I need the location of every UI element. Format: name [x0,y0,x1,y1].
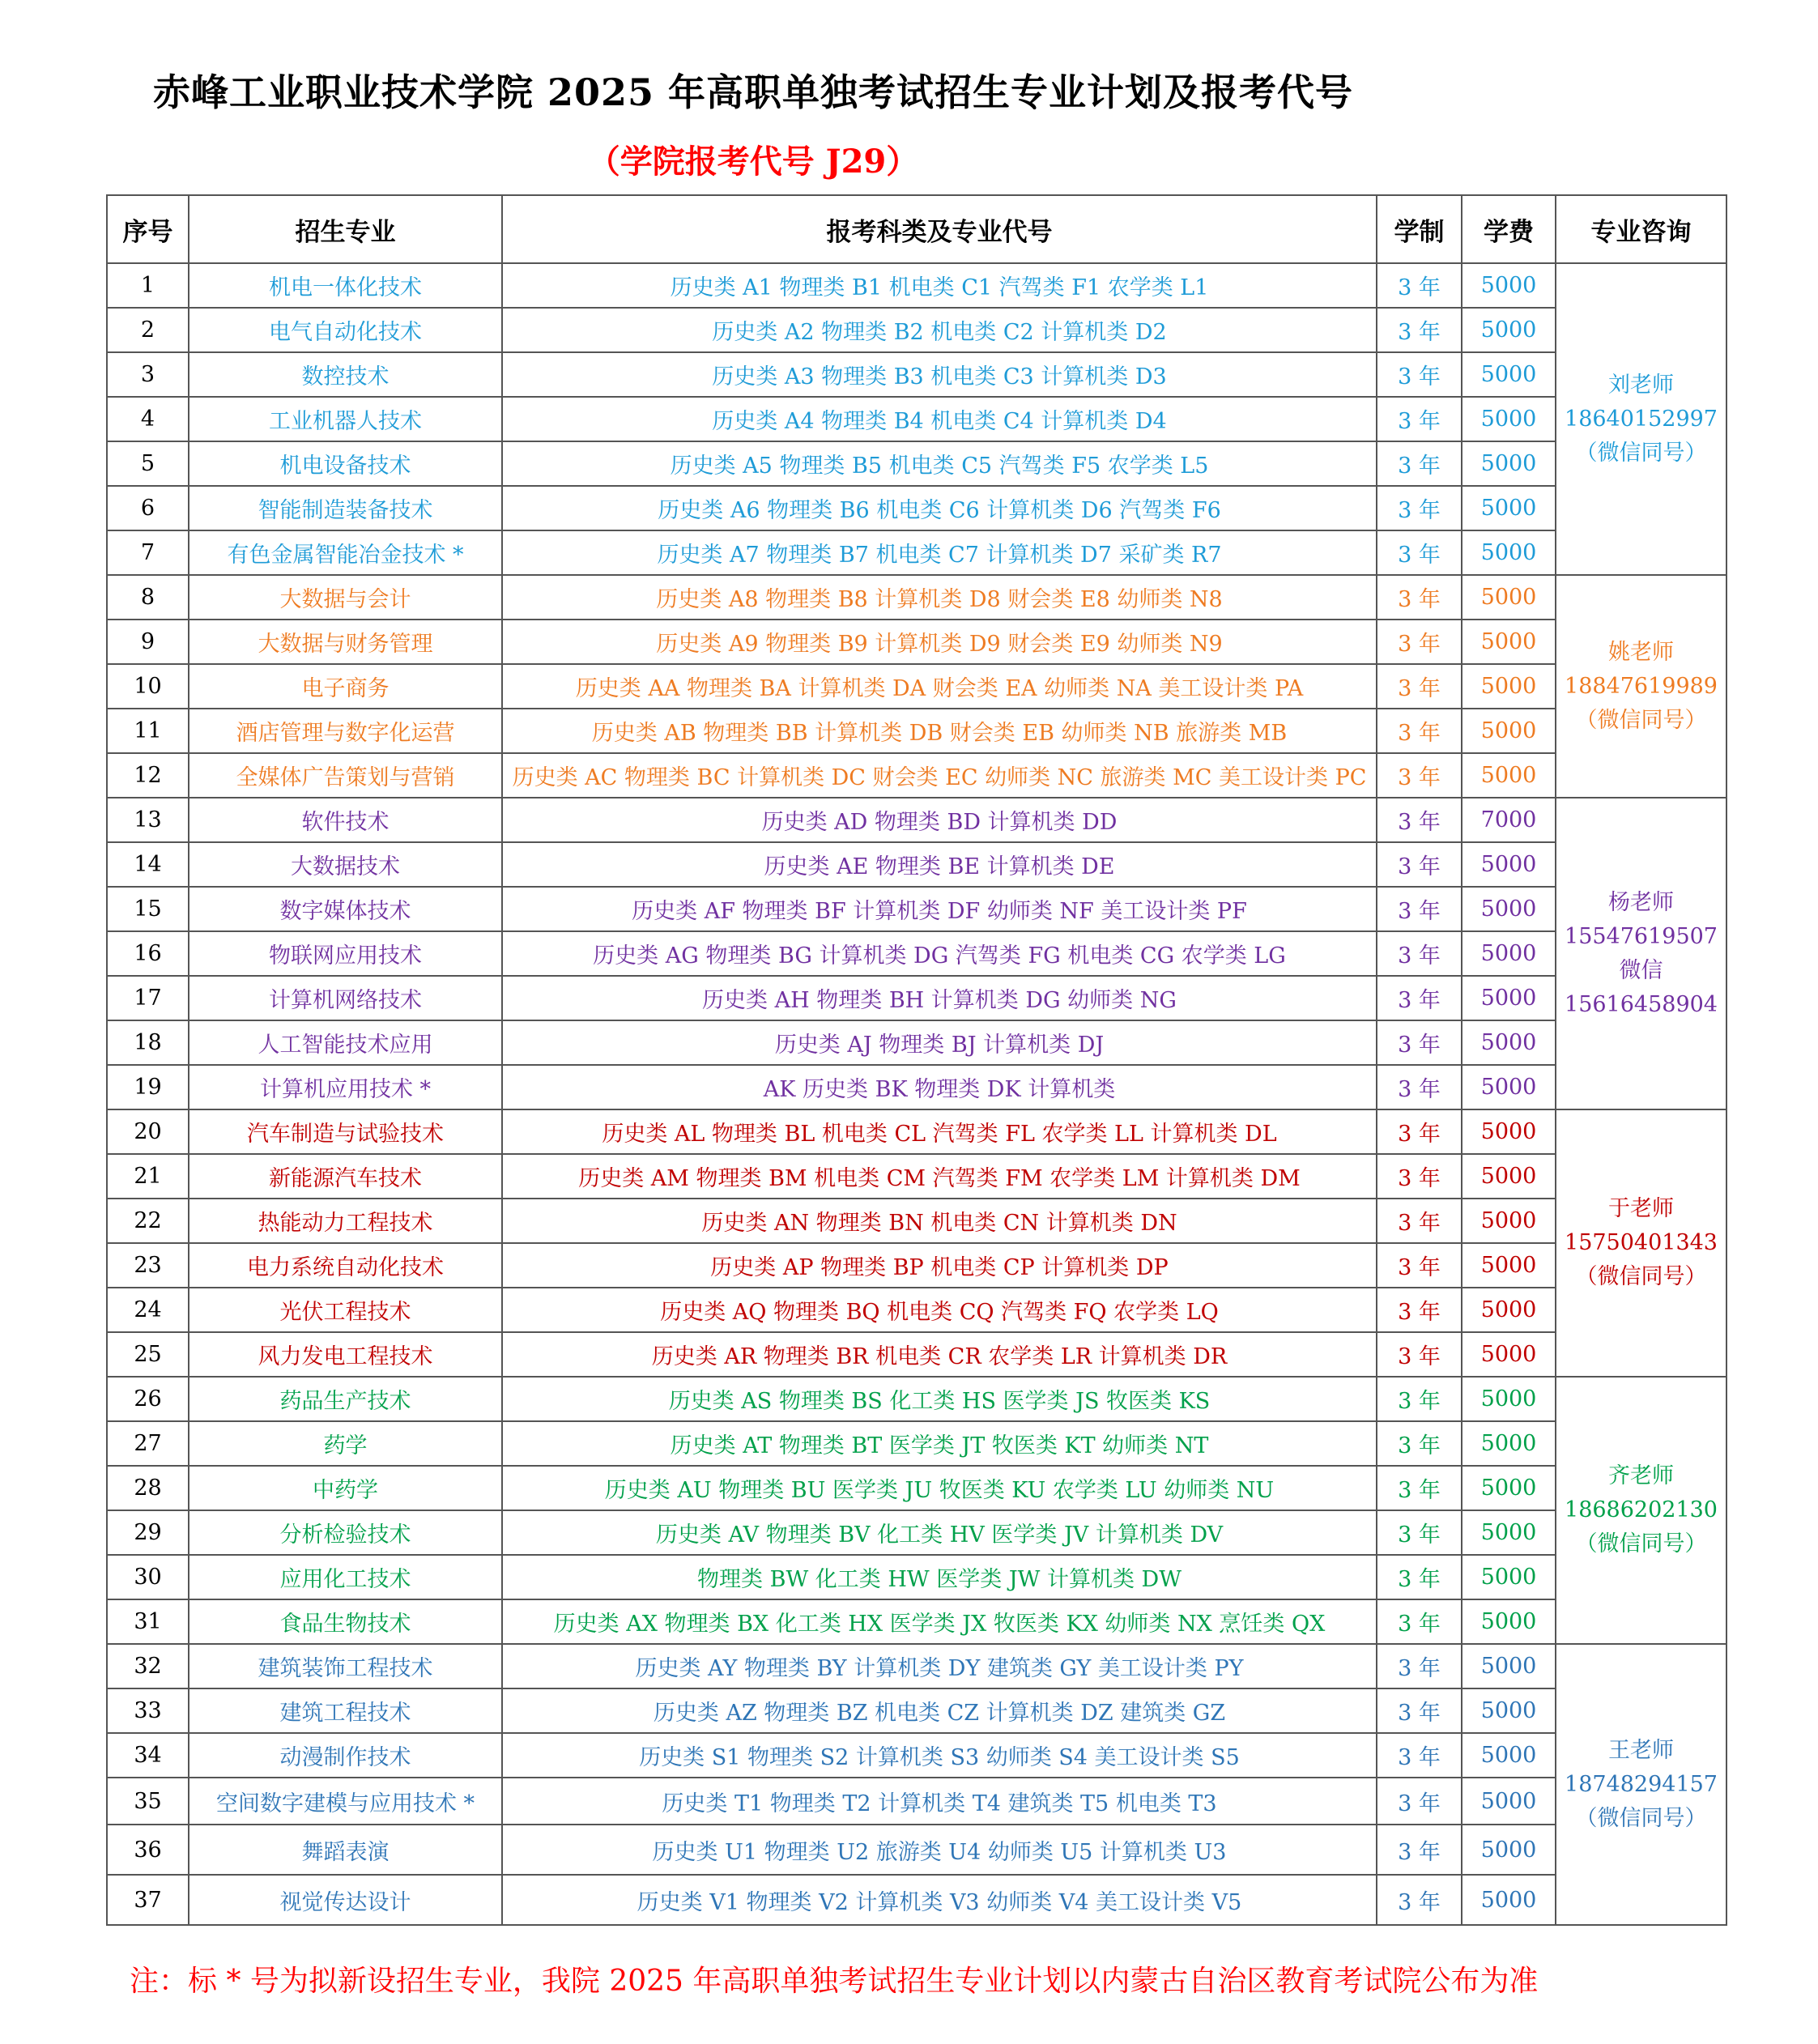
consult-contact [1556,263,1726,575]
table-row [107,575,1726,620]
consult-line: （微信同号） [1575,1531,1707,1556]
header-codes: 报考科类及专业代号 [502,195,1377,263]
row-codes: 历史类 AG 物理类 BG 计算机类 DG 汽驾类 FG 机电类 CG 农学类 LG [502,931,1377,976]
row-years: 3 年 [1377,1599,1462,1644]
row-fee: 5000 [1462,308,1556,352]
row-fee: 5000 [1462,1733,1556,1778]
row-years: 3 年 [1377,798,1462,842]
row-seq: 7 [107,530,189,575]
table-row [107,976,1726,1020]
row-fee: 5000 [1462,1466,1556,1510]
consult-line: 18640152997 [1565,406,1718,432]
row-codes: 历史类 AX 物理类 BX 化工类 HX 医学类 JX 牧医类 KX 幼师类 NX 烹饪类 QX [502,1599,1377,1644]
table-row [107,1555,1726,1599]
row-major: 电子商务 [189,664,502,709]
row-seq: 19 [107,1065,189,1109]
row-years: 3 年 [1377,1243,1462,1288]
row-seq: 21 [107,1154,189,1199]
row-fee: 5000 [1462,709,1556,753]
row-codes: 历史类 AE 物理类 BE 计算机类 DE [502,842,1377,887]
row-codes: 历史类 AT 物理类 BT 医学类 JT 牧医类 KT 幼师类 NT [502,1421,1377,1466]
consult-line: 王老师 [1608,1737,1674,1763]
row-major: 光伏工程技术 [189,1288,502,1332]
row-years: 3 年 [1377,976,1462,1020]
row-years: 3 年 [1377,352,1462,397]
row-fee: 5000 [1462,1020,1556,1065]
row-fee: 5000 [1462,1875,1556,1925]
consult-line: 18847619989 [1565,673,1718,699]
row-years: 3 年 [1377,1288,1462,1332]
row-years: 3 年 [1377,530,1462,575]
consult-line: （微信同号） [1575,1264,1707,1289]
enrollment-table [106,194,1727,1926]
row-years: 3 年 [1377,1109,1462,1154]
row-major: 药学 [189,1421,502,1466]
row-years: 3 年 [1377,263,1462,308]
row-fee: 5000 [1462,352,1556,397]
table-row [107,397,1726,441]
row-fee: 5000 [1462,1555,1556,1599]
row-fee: 5000 [1462,1377,1556,1421]
row-codes: 历史类 A4 物理类 B4 机电类 C4 计算机类 D4 [502,397,1377,441]
row-seq: 11 [107,709,189,753]
row-seq: 22 [107,1199,189,1243]
table-row [107,1825,1726,1875]
table-row [107,1065,1726,1109]
row-fee: 5000 [1462,263,1556,308]
row-fee: 5000 [1462,486,1556,530]
row-codes: 历史类 A8 物理类 B8 计算机类 D8 财会类 E8 幼师类 N8 [502,575,1377,620]
row-codes: 历史类 AR 物理类 BR 机电类 CR 农学类 LR 计算机类 DR [502,1332,1377,1377]
row-years: 3 年 [1377,620,1462,664]
row-seq: 4 [107,397,189,441]
table-header-row [107,195,1726,263]
consult-line: 15616458904 [1565,991,1718,1017]
row-years: 3 年 [1377,1688,1462,1733]
row-codes: 历史类 AJ 物理类 BJ 计算机类 DJ [502,1020,1377,1065]
row-fee: 5000 [1462,397,1556,441]
row-years: 3 年 [1377,575,1462,620]
row-codes: 历史类 S1 物理类 S2 计算机类 S3 幼师类 S4 美工设计类 S5 [502,1733,1377,1778]
table-row [107,931,1726,976]
row-codes: 历史类 AA 物理类 BA 计算机类 DA 财会类 EA 幼师类 NA 美工设计类 PA [502,664,1377,709]
consult-line: 18748294157 [1565,1771,1718,1797]
row-major: 风力发电工程技术 [189,1332,502,1377]
header-years: 学制 [1377,195,1462,263]
table-row [107,887,1726,931]
table-row [107,620,1726,664]
consult-line: 18686202130 [1565,1497,1718,1522]
row-major: 有色金属智能冶金技术 * [189,530,502,575]
table-row [107,1377,1726,1421]
row-fee: 5000 [1462,976,1556,1020]
table-row [107,1109,1726,1154]
row-years: 3 年 [1377,1065,1462,1109]
row-major: 空间数字建模与应用技术 * [189,1778,502,1825]
row-major: 电力系统自动化技术 [189,1243,502,1288]
row-major: 汽车制造与试验技术 [189,1109,502,1154]
row-seq: 5 [107,441,189,486]
row-major: 动漫制作技术 [189,1733,502,1778]
row-seq: 32 [107,1644,189,1688]
row-seq: 23 [107,1243,189,1288]
row-major: 应用化工技术 [189,1555,502,1599]
table-row [107,1778,1726,1825]
consult-contact [1556,1109,1726,1377]
row-seq: 34 [107,1733,189,1778]
row-years: 3 年 [1377,1332,1462,1377]
table-row [107,1332,1726,1377]
row-major: 数控技术 [189,352,502,397]
row-fee: 5000 [1462,620,1556,664]
table-row [107,753,1726,798]
consult-contact [1556,1644,1726,1925]
row-major: 机电一体化技术 [189,263,502,308]
table-row [107,1288,1726,1332]
row-codes: 历史类 AN 物理类 BN 机电类 CN 计算机类 DN [502,1199,1377,1243]
row-major: 全媒体广告策划与营销 [189,753,502,798]
row-seq: 6 [107,486,189,530]
row-major: 软件技术 [189,798,502,842]
row-codes: 历史类 A9 物理类 B9 计算机类 D9 财会类 E9 幼师类 N9 [502,620,1377,664]
header-major: 招生专业 [189,195,502,263]
page-title: 赤峰工业职业技术学院 2025 年高职单独考试招生专业计划及报考代号 [152,70,1354,114]
table-row [107,308,1726,352]
row-seq: 1 [107,263,189,308]
row-years: 3 年 [1377,1154,1462,1199]
row-fee: 5000 [1462,575,1556,620]
row-years: 3 年 [1377,1510,1462,1555]
consult-line: 微信 [1619,957,1663,983]
row-major: 工业机器人技术 [189,397,502,441]
consult-line: （微信同号） [1575,440,1707,466]
footnote: 注：标 * 号为拟新设招生专业，我院 2025 年高职单独考试招生专业计划以内蒙古自治区教育考试院公布为准 [130,1965,1539,1998]
row-seq: 24 [107,1288,189,1332]
row-fee: 5000 [1462,1109,1556,1154]
row-codes: 历史类 AP 物理类 BP 机电类 CP 计算机类 DP [502,1243,1377,1288]
row-fee: 5000 [1462,842,1556,887]
row-seq: 9 [107,620,189,664]
row-seq: 30 [107,1555,189,1599]
row-codes: 历史类 AC 物理类 BC 计算机类 DC 财会类 EC 幼师类 NC 旅游类 MC 美工设计类 PC [502,753,1377,798]
table-row [107,263,1726,308]
row-major: 计算机网络技术 [189,976,502,1020]
row-seq: 8 [107,575,189,620]
header-seq: 序号 [107,195,189,263]
row-major: 舞蹈表演 [189,1825,502,1875]
row-seq: 35 [107,1778,189,1825]
table-row [107,798,1726,842]
table-row [107,1466,1726,1510]
table-row [107,664,1726,709]
row-major: 视觉传达设计 [189,1875,502,1925]
row-fee: 5000 [1462,1688,1556,1733]
table-row [107,486,1726,530]
row-years: 3 年 [1377,1875,1462,1925]
row-years: 3 年 [1377,1199,1462,1243]
consult-line: 15750401343 [1565,1230,1718,1255]
row-years: 3 年 [1377,1020,1462,1065]
table-row [107,352,1726,397]
row-codes: 历史类 AU 物理类 BU 医学类 JU 牧医类 KU 农学类 LU 幼师类 NU [502,1466,1377,1510]
row-fee: 5000 [1462,1510,1556,1555]
row-years: 3 年 [1377,1421,1462,1466]
row-years: 3 年 [1377,1466,1462,1510]
row-years: 3 年 [1377,709,1462,753]
row-seq: 12 [107,753,189,798]
table-row [107,1599,1726,1644]
row-seq: 36 [107,1825,189,1875]
row-major: 大数据与财务管理 [189,620,502,664]
row-major: 新能源汽车技术 [189,1154,502,1199]
row-seq: 18 [107,1020,189,1065]
table-row [107,1875,1726,1925]
row-seq: 33 [107,1688,189,1733]
row-major: 机电设备技术 [189,441,502,486]
row-major: 酒店管理与数字化运营 [189,709,502,753]
consult-line: 姚老师 [1608,639,1674,665]
row-seq: 37 [107,1875,189,1925]
table-row [107,1510,1726,1555]
row-major: 电气自动化技术 [189,308,502,352]
row-fee: 5000 [1462,1065,1556,1109]
row-fee: 5000 [1462,530,1556,575]
row-codes: 历史类 V1 物理类 V2 计算机类 V3 幼师类 V4 美工设计类 V5 [502,1875,1377,1925]
row-fee: 5000 [1462,1644,1556,1688]
row-major: 人工智能技术应用 [189,1020,502,1065]
row-codes: 历史类 A2 物理类 B2 机电类 C2 计算机类 D2 [502,308,1377,352]
row-years: 3 年 [1377,397,1462,441]
row-major: 分析检验技术 [189,1510,502,1555]
row-codes: 历史类 T1 物理类 T2 计算机类 T4 建筑类 T5 机电类 T3 [502,1778,1377,1825]
row-seq: 26 [107,1377,189,1421]
header-consult: 专业咨询 [1556,195,1726,263]
header-fee: 学费 [1462,195,1556,263]
row-major: 大数据技术 [189,842,502,887]
row-seq: 3 [107,352,189,397]
consult-line: 齐老师 [1608,1463,1674,1488]
row-years: 3 年 [1377,1644,1462,1688]
row-major: 物联网应用技术 [189,931,502,976]
row-fee: 5000 [1462,1421,1556,1466]
consult-line: 杨老师 [1608,889,1674,915]
row-codes: 历史类 AF 物理类 BF 计算机类 DF 幼师类 NF 美工设计类 PF [502,887,1377,931]
row-codes: 历史类 AH 物理类 BH 计算机类 DG 幼师类 NG [502,976,1377,1020]
consult-line: 于老师 [1608,1196,1674,1221]
row-seq: 16 [107,931,189,976]
row-codes: 历史类 AL 物理类 BL 机电类 CL 汽驾类 FL 农学类 LL 计算机类 DL [502,1109,1377,1154]
row-fee: 5000 [1462,1154,1556,1199]
row-major: 建筑装饰工程技术 [189,1644,502,1688]
row-codes: 历史类 A3 物理类 B3 机电类 C3 计算机类 D3 [502,352,1377,397]
row-years: 3 年 [1377,1377,1462,1421]
row-codes: 历史类 AM 物理类 BM 机电类 CM 汽驾类 FM 农学类 LM 计算机类 DM [502,1154,1377,1199]
row-codes: 历史类 U1 物理类 U2 旅游类 U4 幼师类 U5 计算机类 U3 [502,1825,1377,1875]
row-codes: 历史类 AZ 物理类 BZ 机电类 CZ 计算机类 DZ 建筑类 GZ [502,1688,1377,1733]
table-row [107,1154,1726,1199]
row-codes: 历史类 A7 物理类 B7 机电类 C7 计算机类 D7 采矿类 R7 [502,530,1377,575]
row-years: 3 年 [1377,441,1462,486]
row-codes: AK 历史类 BK 物理类 DK 计算机类 [502,1065,1377,1109]
row-seq: 13 [107,798,189,842]
consult-line: （微信同号） [1575,707,1707,733]
row-years: 3 年 [1377,1555,1462,1599]
consult-line: 刘老师 [1608,372,1674,398]
table-row [107,842,1726,887]
row-seq: 28 [107,1466,189,1510]
row-fee: 5000 [1462,1243,1556,1288]
row-seq: 10 [107,664,189,709]
row-major: 中药学 [189,1466,502,1510]
row-seq: 25 [107,1332,189,1377]
row-fee: 5000 [1462,931,1556,976]
table-row [107,709,1726,753]
row-major: 食品生物技术 [189,1599,502,1644]
table-row [107,441,1726,486]
row-major: 药品生产技术 [189,1377,502,1421]
row-years: 3 年 [1377,931,1462,976]
table-row [107,1020,1726,1065]
row-fee: 5000 [1462,1199,1556,1243]
row-codes: 历史类 A6 物理类 B6 机电类 C6 计算机类 D6 汽驾类 F6 [502,486,1377,530]
row-years: 3 年 [1377,1825,1462,1875]
table-row [107,1421,1726,1466]
consult-contact [1556,798,1726,1109]
row-years: 3 年 [1377,887,1462,931]
table-row [107,530,1726,575]
consult-line: （微信同号） [1575,1805,1707,1831]
row-seq: 20 [107,1109,189,1154]
row-years: 3 年 [1377,664,1462,709]
row-codes: 历史类 AS 物理类 BS 化工类 HS 医学类 JS 牧医类 KS [502,1377,1377,1421]
row-years: 3 年 [1377,486,1462,530]
row-years: 3 年 [1377,1733,1462,1778]
row-years: 3 年 [1377,308,1462,352]
row-fee: 5000 [1462,664,1556,709]
row-major: 数字媒体技术 [189,887,502,931]
table-row [107,1644,1726,1688]
row-codes: 物理类 BW 化工类 HW 医学类 JW 计算机类 DW [502,1555,1377,1599]
row-codes: 历史类 AV 物理类 BV 化工类 HV 医学类 JV 计算机类 DV [502,1510,1377,1555]
row-major: 计算机应用技术 * [189,1065,502,1109]
row-seq: 27 [107,1421,189,1466]
table-row [107,1243,1726,1288]
row-codes: 历史类 AB 物理类 BB 计算机类 DB 财会类 EB 幼师类 NB 旅游类 MB [502,709,1377,753]
row-seq: 14 [107,842,189,887]
row-seq: 2 [107,308,189,352]
table-body [107,263,1726,1925]
page-subtitle: （学院报考代号 J29） [587,143,919,181]
table-row [107,1688,1726,1733]
row-codes: 历史类 AD 物理类 BD 计算机类 DD [502,798,1377,842]
row-seq: 31 [107,1599,189,1644]
row-codes: 历史类 A1 物理类 B1 机电类 C1 汽驾类 F1 农学类 L1 [502,263,1377,308]
consult-contact [1556,575,1726,798]
row-major: 大数据与会计 [189,575,502,620]
row-codes: 历史类 A5 物理类 B5 机电类 C5 汽驾类 F5 农学类 L5 [502,441,1377,486]
row-seq: 17 [107,976,189,1020]
row-codes: 历史类 AY 物理类 BY 计算机类 DY 建筑类 GY 美工设计类 PY [502,1644,1377,1688]
row-fee: 7000 [1462,798,1556,842]
row-fee: 5000 [1462,1332,1556,1377]
consult-contact [1556,1377,1726,1644]
row-major: 智能制造装备技术 [189,486,502,530]
row-fee: 5000 [1462,441,1556,486]
consult-line: 15547619507 [1565,923,1718,949]
row-major: 建筑工程技术 [189,1688,502,1733]
table-row [107,1733,1726,1778]
row-fee: 5000 [1462,1778,1556,1825]
row-fee: 5000 [1462,1288,1556,1332]
row-years: 3 年 [1377,1778,1462,1825]
row-years: 3 年 [1377,842,1462,887]
row-seq: 15 [107,887,189,931]
row-codes: 历史类 AQ 物理类 BQ 机电类 CQ 汽驾类 FQ 农学类 LQ [502,1288,1377,1332]
table-row [107,1199,1726,1243]
row-years: 3 年 [1377,753,1462,798]
row-seq: 29 [107,1510,189,1555]
row-major: 热能动力工程技术 [189,1199,502,1243]
row-fee: 5000 [1462,887,1556,931]
row-fee: 5000 [1462,753,1556,798]
row-fee: 5000 [1462,1599,1556,1644]
row-fee: 5000 [1462,1825,1556,1875]
